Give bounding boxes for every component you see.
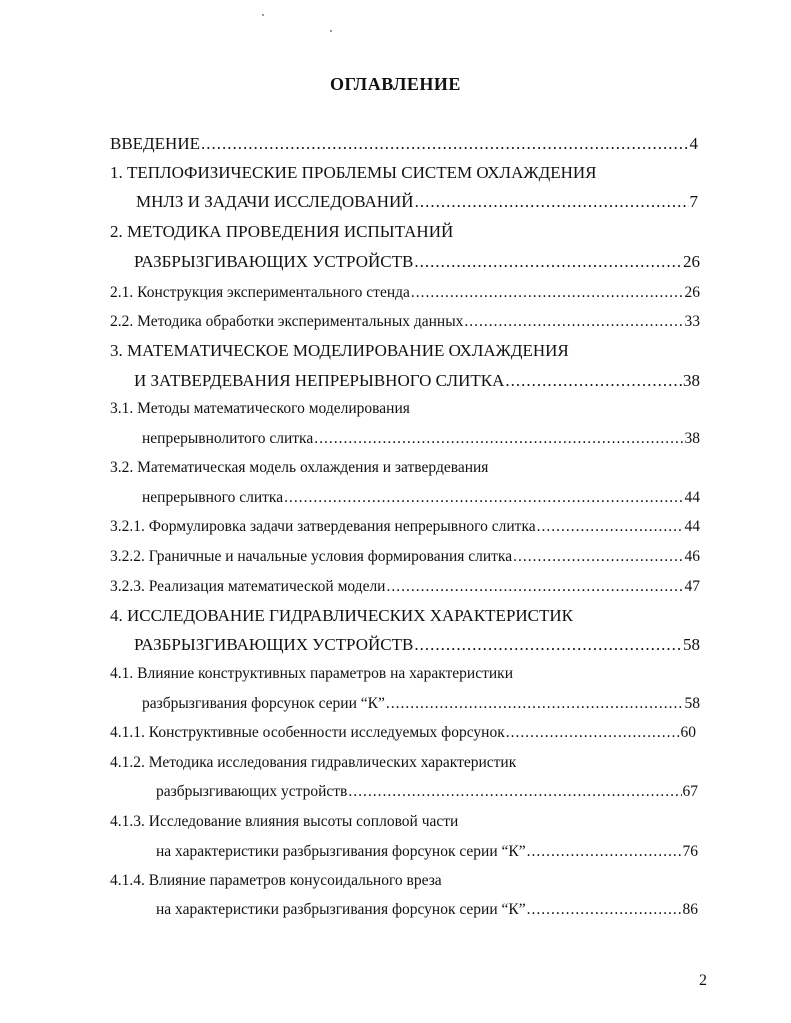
- toc-leader-dots: [284, 487, 683, 509]
- toc-entry-text: разбрызгивающих устройств: [156, 783, 348, 800]
- toc-leader-dots: [414, 251, 682, 273]
- toc-entry-page: 4: [689, 134, 698, 153]
- toc-leader-dots: [386, 576, 683, 598]
- toc-entry: [110, 133, 698, 155]
- toc-entry: [142, 487, 700, 509]
- toc-entry-text: 3.1. Методы математического моделирования: [110, 400, 410, 417]
- toc-leader-dots: [513, 546, 683, 568]
- toc-entry: [110, 516, 700, 538]
- toc-entry: [156, 899, 698, 921]
- toc-leader-dots: [411, 282, 684, 304]
- toc-entry-text: РАЗБРЫЗГИВАЮЩИХ УСТРОЙСТВ: [134, 635, 414, 654]
- toc-leader-dots: [314, 428, 683, 450]
- toc-entry-heading: [110, 221, 698, 243]
- toc-entry-page: 44: [684, 489, 700, 506]
- toc-entry-text: разбрызгивания форсунок серии “К”: [142, 695, 385, 712]
- toc-entry-text: 4. ИССЛЕДОВАНИЕ ГИДРАВЛИЧЕСКИХ ХАРАКТЕРИСТИК: [110, 606, 574, 625]
- toc-entry-text: ВВЕДЕНИЕ: [110, 134, 200, 153]
- toc-entry: [142, 693, 700, 715]
- toc-entry: [110, 546, 700, 568]
- toc-entry-page: 67: [682, 783, 698, 800]
- toc-entry-text: 2.1. Конструкция экспериментального стенда: [110, 284, 410, 301]
- toc-entry-text: непрерывного слитка: [142, 489, 284, 506]
- toc-leader-dots: [348, 781, 681, 803]
- scan-speck: [262, 14, 264, 16]
- toc-entry: [134, 634, 700, 656]
- toc-entry-text: РАЗБРЫЗГИВАЮЩИХ УСТРОЙСТВ: [134, 252, 414, 271]
- toc-entry: [110, 722, 696, 744]
- toc-entry-heading: [110, 811, 700, 833]
- toc-entry-text: на характеристики разбрызгивания форсунок серии “К”: [156, 843, 526, 860]
- toc-entry-text: 4.1.1. Конструктивные особенности исследуемых форсунок: [110, 724, 505, 741]
- toc-leader-dots: [386, 693, 684, 715]
- toc-entry-page: 26: [684, 284, 700, 301]
- toc-entry-page: 46: [684, 548, 700, 565]
- toc-entry: [134, 370, 700, 392]
- toc-entry: [142, 428, 700, 450]
- toc-entry-page: 47: [684, 578, 700, 595]
- toc-entry-heading: [110, 870, 700, 892]
- toc-entry-text: 3. МАТЕМАТИЧЕСКОЕ МОДЕЛИРОВАНИЕ ОХЛАЖДЕНИЯ: [110, 341, 569, 360]
- toc-leader-dots: [201, 133, 689, 155]
- toc-leader-dots: [527, 899, 682, 921]
- toc-entry-page: 38: [683, 371, 700, 390]
- toc-entry: [156, 841, 698, 863]
- toc-entry-page: 44: [684, 518, 700, 535]
- toc-entry: [110, 576, 700, 598]
- toc-entry-page: 7: [689, 192, 698, 211]
- toc-entry-text: 1. ТЕПЛОФИЗИЧЕСКИЕ ПРОБЛЕМЫ СИСТЕМ ОХЛАЖДЕНИЯ: [110, 163, 597, 182]
- toc-entry-heading: [110, 398, 700, 420]
- toc-leader-dots: [414, 634, 682, 656]
- toc-entry-heading: [110, 752, 700, 774]
- toc-entry-text: МНЛЗ И ЗАДАЧИ ИССЛЕДОВАНИЙ: [136, 192, 414, 211]
- toc-entry-text: 2. МЕТОДИКА ПРОВЕДЕНИЯ ИСПЫТАНИЙ: [110, 222, 454, 241]
- page-title: ОГЛАВЛЕНИЕ: [330, 74, 461, 94]
- toc-leader-dots: [506, 722, 680, 744]
- toc-entry-heading: [110, 605, 698, 627]
- toc-entry-page: 86: [682, 901, 698, 918]
- toc-entry-text: И ЗАТВЕРДЕВАНИЯ НЕПРЕРЫВНОГО СЛИТКА: [134, 371, 505, 390]
- toc-entry-text: 4.1.2. Методика исследования гидравлических характеристик: [110, 754, 517, 771]
- toc-entry-page: 60: [680, 724, 696, 741]
- toc-entry-text: 3.2.2. Граничные и начальные условия формирования слитка: [110, 548, 513, 565]
- toc-entry-page: 58: [683, 635, 700, 654]
- scan-speck: [330, 30, 332, 32]
- toc-entry-text: 4.1. Влияние конструктивных параметров на характеристики: [110, 665, 513, 682]
- toc-leader-dots: [464, 311, 683, 333]
- toc-entry-text: 2.2. Методика обработки экспериментальных данных: [110, 313, 464, 330]
- toc-entry: [110, 311, 700, 333]
- toc-entry-page: 58: [684, 695, 700, 712]
- toc-leader-dots: [527, 841, 682, 863]
- toc-entry-heading: [110, 663, 700, 685]
- toc-entry-text: 3.2.1. Формулировка задачи затвердевания непрерывного слитка: [110, 518, 536, 535]
- toc-entry-text: 4.1.3. Исследование влияния высоты сопловой части: [110, 813, 459, 830]
- toc-leader-dots: [537, 516, 684, 538]
- toc-entry: [110, 282, 700, 304]
- toc-entry-page: 26: [683, 252, 700, 271]
- toc-entry: [134, 251, 700, 273]
- toc-leader-dots: [415, 191, 689, 213]
- toc-entry-heading: [110, 340, 698, 362]
- toc-entry: [156, 781, 698, 803]
- toc-entry-text: 3.2. Математическая модель охлаждения и затвердевания: [110, 459, 489, 476]
- toc-entry-heading: [110, 457, 700, 479]
- page-number: 2: [699, 972, 707, 989]
- toc-entry-heading: [110, 162, 698, 184]
- toc-entry-page: 76: [682, 843, 698, 860]
- toc-entry-text: на характеристики разбрызгивания форсунок серии “К”: [156, 901, 526, 918]
- toc-entry-page: 38: [684, 430, 700, 447]
- toc-entry-text: 4.1.4. Влияние параметров конусоидального вреза: [110, 872, 442, 889]
- toc-leader-dots: [505, 370, 682, 392]
- toc-entry-text: непрерывнолитого слитка: [142, 430, 314, 447]
- toc-entry-page: 33: [684, 313, 700, 330]
- toc-entry-text: 3.2.3. Реализация математической модели: [110, 578, 386, 595]
- toc-entry: [136, 191, 698, 213]
